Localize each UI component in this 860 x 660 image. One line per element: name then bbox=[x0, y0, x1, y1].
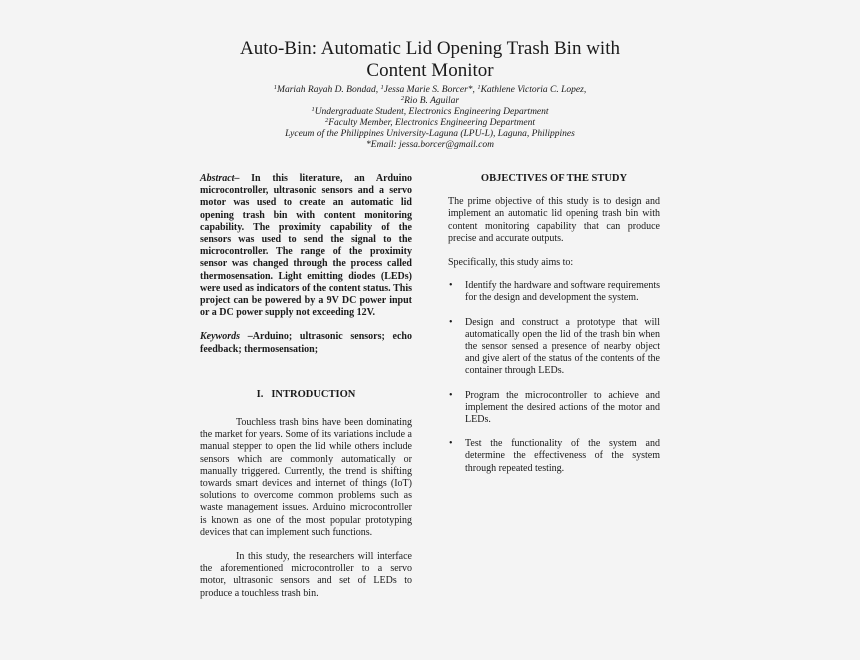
keywords-body: –Arduino; ultrasonic sensors; echo feedback; thermosensation; bbox=[200, 331, 412, 355]
keywords-lead: Keywords bbox=[200, 331, 240, 343]
institution: Lyceum of the Philippines University-Laguna (LPU-L), Laguna, Philippines bbox=[285, 129, 575, 139]
author-2: Jessa Marie S. Borcer*, bbox=[383, 85, 478, 95]
aims-list bbox=[448, 280, 660, 475]
author-3: Kathlene Victoria C. Lopez, bbox=[480, 85, 587, 95]
author-1: Mariah Rayah D. Bondad, bbox=[277, 85, 381, 95]
affiliation-2-marker: 2 bbox=[325, 117, 329, 124]
objectives-paragraph: The prime objective of this study is to design and implement an automatic lid opening trash bin with content monitoring capability that can produce precise and accurate outputs. bbox=[448, 196, 660, 244]
affiliation-2 bbox=[0, 118, 860, 129]
abstract bbox=[200, 173, 412, 319]
introduction-paragraph-2: In this study, the researchers will interface the aforementioned microcontroller to a servo motor, ultrasonic sensors and set of LEDs to produce a touchless trash bin. bbox=[200, 551, 412, 599]
author-1-marker: 1 bbox=[273, 84, 278, 91]
aim-text: Identify the hardware and software requirements for the design and development the system. bbox=[465, 280, 660, 304]
abstract-lead: Abstract– bbox=[200, 173, 240, 184]
introduction-paragraph-1: Touchless trash bins have been dominating the market for years. Some of its variations include a manual stepper to open the lid while others include sensors which are commonly automatically or manually triggered. Currently, the trend is shifting towards smart devices and internet of things (IoT) solutions to overcome common problems such as waste management issues. Arduino microcontroller is known as one of the most popular prototyping devices that can implement such functions. bbox=[200, 417, 412, 538]
affiliation-1-marker: 1 bbox=[311, 106, 315, 113]
list-item bbox=[448, 438, 660, 475]
author-2-marker: 1 bbox=[380, 84, 384, 91]
right-column bbox=[448, 173, 660, 487]
title-line-1: Auto-Bin: Automatic Lid Opening Trash Bin with bbox=[239, 38, 620, 59]
objectives-heading: OBJECTIVES OF THE STUDY bbox=[480, 173, 628, 184]
author-4: Rio B. Aguilar bbox=[404, 96, 460, 106]
paper-header bbox=[0, 38, 860, 151]
paper-title bbox=[0, 38, 860, 82]
aims-intro: Specifically, this study aims to: bbox=[448, 257, 574, 269]
authors-line-2 bbox=[0, 96, 860, 107]
list-item bbox=[448, 317, 660, 378]
bullet-icon: • bbox=[449, 438, 453, 450]
bullet-icon: • bbox=[449, 389, 453, 401]
author-4-marker: 2 bbox=[400, 95, 405, 102]
section-number: I. bbox=[256, 388, 264, 400]
author-3-marker: 1 bbox=[477, 84, 481, 91]
bullet-icon: • bbox=[449, 280, 453, 292]
title-line-2: Content Monitor bbox=[366, 60, 494, 81]
affiliation-1-text: Undergraduate Student, Electronics Engineering Department bbox=[314, 107, 549, 117]
introduction-heading bbox=[200, 389, 412, 401]
affiliation-1 bbox=[0, 107, 860, 118]
list-item bbox=[448, 390, 660, 427]
section-title: INTRODUCTION bbox=[271, 388, 356, 400]
aim-text: Program the microcontroller to achieve and implement the desired actions of the motor and LEDs. bbox=[465, 389, 660, 426]
affiliation-2-text: Faculty Member, Electronics Engineering Department bbox=[328, 118, 535, 128]
aim-text: Test the functionality of the system and determine the effectiveness of the system through repeated testing. bbox=[465, 438, 660, 474]
abstract-body: In this literature, an Arduino microcontroller, ultrasonic sensors and a servo motor was used to create an automatic lid opening trash bin with content monitoring capability. The proximity capability of the sensors was used to send the signal to the microcontroller. The range of the proximity sensor was changed through the process called thermosensation. Light emitting diodes (LEDs) were used as indicators of the content status. This project can be powered by a 9V DC power input or a DC power supply not exceeding 12V. bbox=[200, 173, 412, 319]
keywords bbox=[200, 331, 412, 355]
contact-email: *Email: jessa.borcer@gmail.com bbox=[366, 140, 494, 150]
list-item bbox=[448, 280, 660, 304]
authors-line-1 bbox=[0, 85, 860, 96]
bullet-icon: • bbox=[449, 316, 453, 328]
left-column bbox=[200, 173, 412, 600]
aim-text: Design and construct a prototype that will automatically open the lid of the trash bin when the sensor sensed a presence of nearby object and give alert of the status of the contents of the container through LEDs. bbox=[465, 316, 660, 377]
